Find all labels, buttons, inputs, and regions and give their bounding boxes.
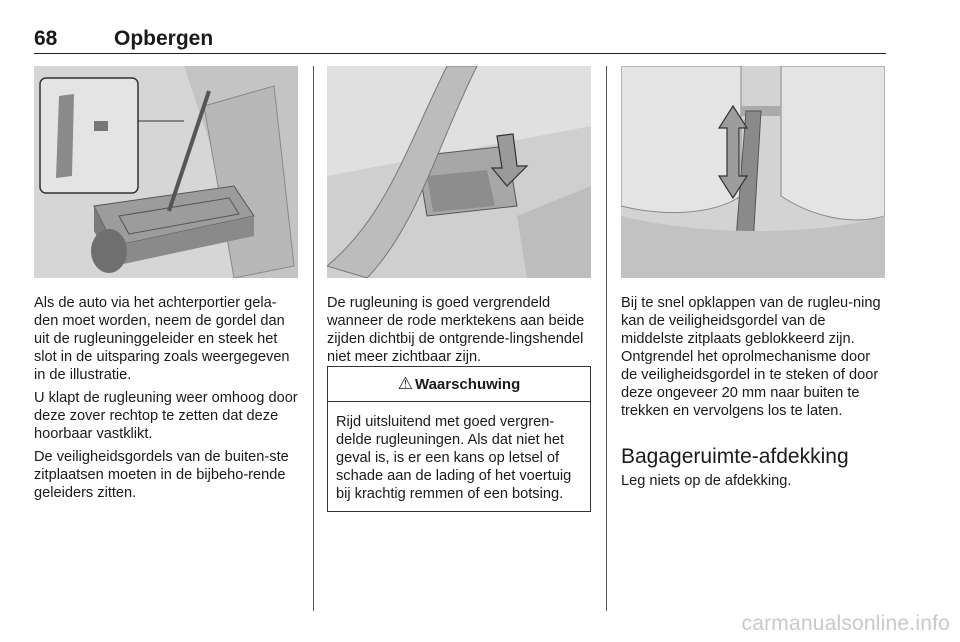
column-2 xyxy=(327,66,593,502)
body-paragraph: Bij te snel opklappen van de rugleu-ning kan de veiligheidsgordel van de middelste zitplaats geblokkeerd zijn. Ontgrendel het oprolmechanisme door de veiligheidsgordel in te steken of door deze ongeveer 20 mm naar buiten te trekken en vervolgens los te laten. xyxy=(621,295,881,419)
warning-text: Rijd uitsluitend met goed vergren-delde rugleuningen. Als dat niet het geval is, is er een kans op letsel of schade aan de lading of het voertuig bij krachtig remmen of een botsing. xyxy=(336,414,572,502)
warning-header xyxy=(328,367,590,402)
illustration-seat-belt-buckle xyxy=(34,66,298,278)
watermark: carmanualsonline.info xyxy=(741,612,950,635)
warning-title: Waarschuwing xyxy=(414,375,521,393)
illustration-center-seat-belt xyxy=(621,66,885,278)
warning-box xyxy=(327,366,591,512)
column-3 xyxy=(621,66,887,490)
column-divider xyxy=(313,66,314,611)
body-paragraph: De rugleuning is goed vergrendeld wanneer de rode merktekens aan beide zijden dichtbij de ontgrende-lingshendel niet meer zichtbaar zijn. xyxy=(327,295,585,365)
column-divider xyxy=(606,66,607,611)
chapter-title: Opbergen xyxy=(114,27,214,50)
section-title: Bagageruimte-afdekking xyxy=(621,445,849,468)
illustration-backrest-lock xyxy=(327,66,591,278)
body-paragraph: Als de auto via het achterportier gela-den moet worden, neem de gordel dan uit de rugleuninggeleider en steek het slot in de uitsparing zoals weergegeven in de illustratie. xyxy=(34,295,290,383)
body-paragraph: U klapt de rugleuning weer omhoog door deze zover rechtop te zetten dat deze hoorbaar vastklikt. xyxy=(34,390,298,442)
column-1 xyxy=(34,66,299,502)
warning-icon: ⚠ xyxy=(397,374,413,393)
section-paragraph: Leg niets op de afdekking. xyxy=(621,473,792,489)
page-header xyxy=(34,27,886,54)
page-number: 68 xyxy=(34,27,58,50)
body-paragraph: De veiligheidsgordels van de buiten-ste zitplaatsen moeten in de bijbeho-rende geleiders zitten. xyxy=(34,449,289,501)
